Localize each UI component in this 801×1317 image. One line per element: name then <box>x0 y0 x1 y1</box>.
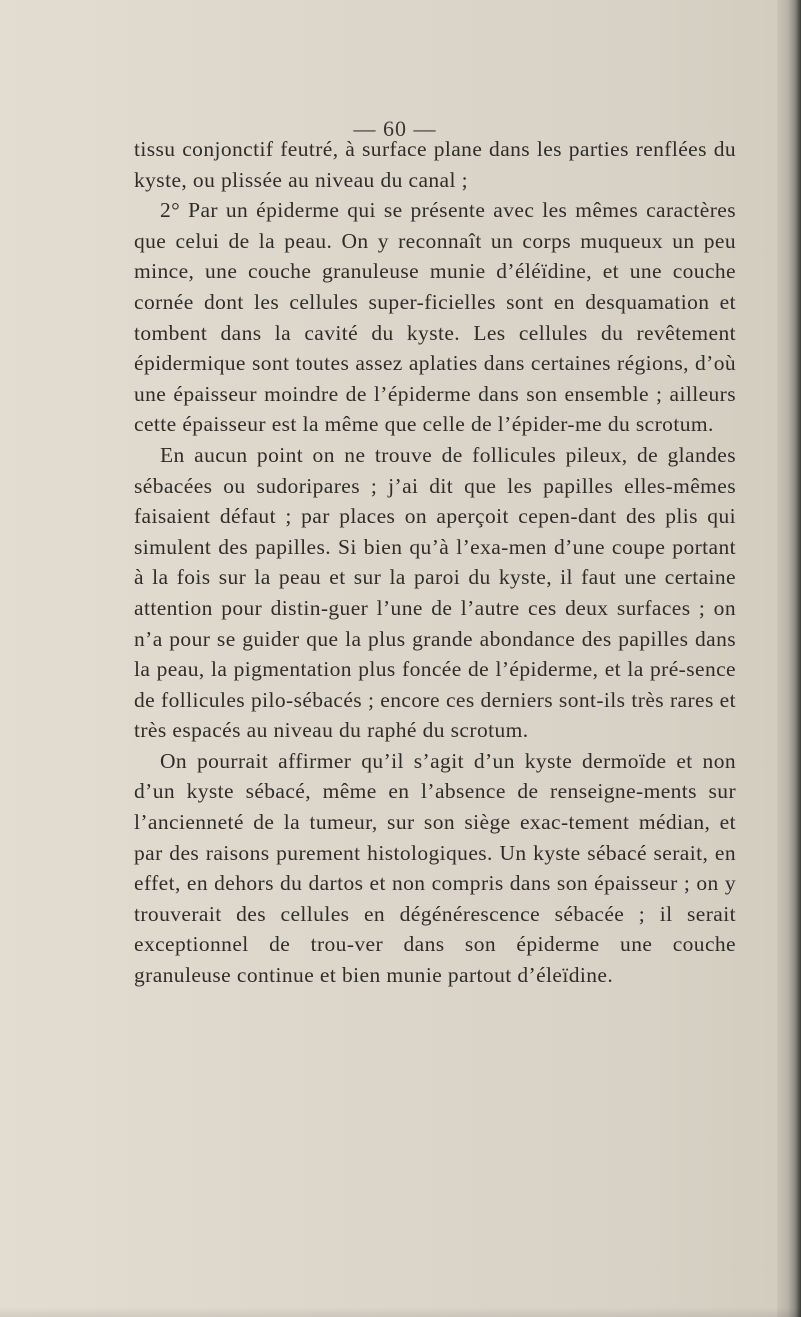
page-shadow <box>0 1307 801 1317</box>
page-number: — 60 — <box>353 116 437 141</box>
paragraph-2: 2° Par un épiderme qui se présente avec les mêmes caractères que celui de la peau. On y reconnaît un corps muqueux un peu mince, une couche granuleuse munie d’éléïdine, et une couche cornée dont les cellules super-ficielles sont en desquamation et tombent dans la cavité du kyste. Les cellules du revêtement épidermique sont toutes assez aplaties dans certaines régions, d’où une épaisseur moindre de l’épiderme dans son ensemble ; ailleurs cette épaisseur est la même que celle de l’épider-me du scrotum. <box>134 198 736 437</box>
paragraph-3: En aucun point on ne trouve de follicules pileux, de glandes sébacées ou sudoripares ; j’ai dit que les papilles elles-mêmes faisaient défaut ; par places on aperçoit cepen-dant des plis qui simulent des papilles. Si bien qu’à l’exa-men d’une coupe portant à la fois sur la peau et sur la paroi du kyste, il faut une certaine attention pour distin-guer l’une de l’autre ces deux surfaces ; on n’a pour se guider que la plus grande abondance des papilles dans la peau, la pigmentation plus foncée de l’épiderme, et la pré-sence de follicules pilo-sébacés ; encore ces derniers sont-ils très rares et très espacés au niveau du raphé du scrotum. <box>134 442 736 743</box>
paragraph-4: On pourrait affirmer qu’il s’agit d’un kyste dermoïde et non d’un kyste sébacé, même en l’absence de renseigne-ments sur l’ancienneté de la tumeur, sur son siège exac-tement médian, et par des raisons purement histologiques. Un kyste sébacé serait, en effet, en dehors du dartos et non compris dans son épaisseur ; on y trouverait des cellules en dégénérescence sébacée ; il serait exceptionnel de trou-ver dans son épiderme une couche granuleuse continue et bien munie partout d’éleïdine. <box>134 748 736 988</box>
paragraph-1: tissu conjonctif feutré, à surface plane dans les parties renflées du kyste, ou plissée au niveau du canal ; <box>134 137 736 192</box>
body-text <box>134 134 736 991</box>
page-binding-edge <box>777 0 801 1317</box>
